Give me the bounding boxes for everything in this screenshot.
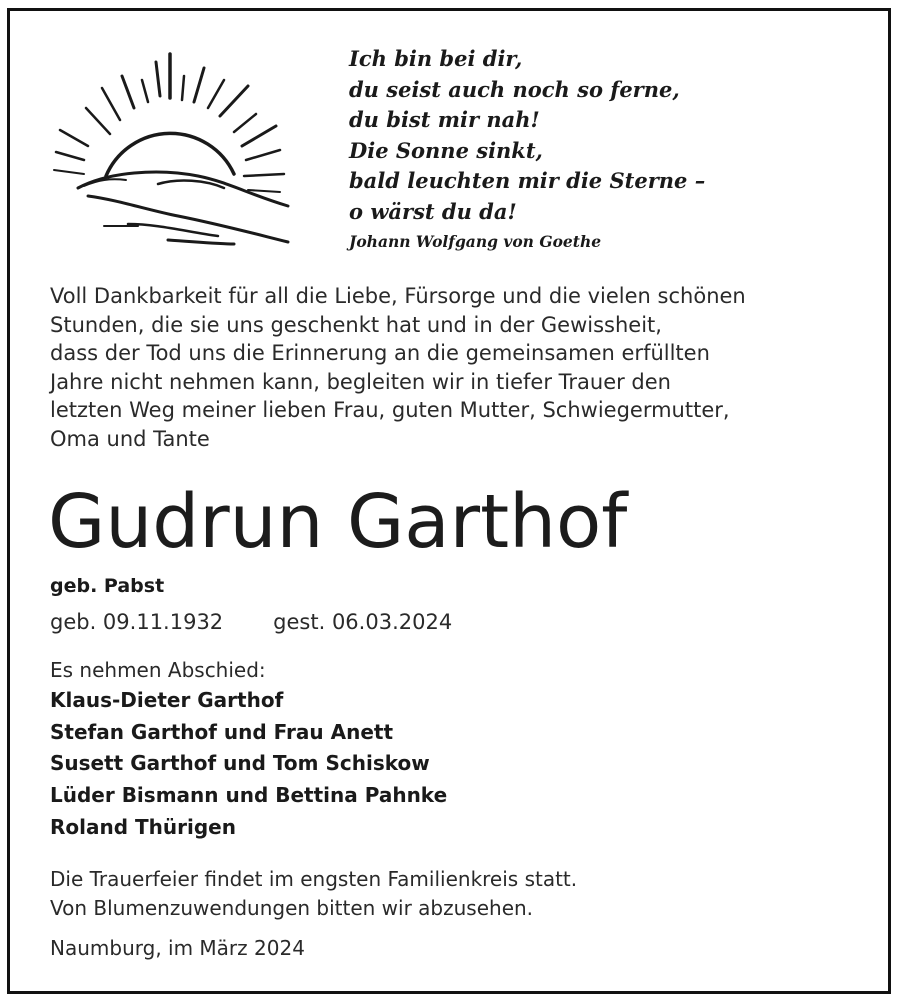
place-and-date: Naumburg, im März 2024	[50, 936, 305, 960]
poem-line: bald leuchten mir die Sterne –	[349, 168, 706, 193]
poem-author: Johann Wolfgang von Goethe	[349, 232, 602, 251]
closing-line: Von Blumenzuwendungen bitten wir abzusehen.	[50, 896, 534, 920]
mourners-heading: Es nehmen Abschied:	[50, 658, 266, 682]
poem	[349, 44, 705, 253]
mourner-name: Susett Garthof und Tom Schiskow	[50, 751, 430, 776]
mourners-list	[50, 656, 447, 844]
birth-date: geb. 09.11.1932	[50, 610, 224, 634]
poem-line: Die Sonne sinkt,	[349, 137, 543, 163]
mourner-name: Klaus-Dieter Garthof	[50, 688, 284, 712]
poem-line: du bist mir nah!	[349, 107, 540, 132]
sunset-over-hills-icon	[48, 46, 298, 251]
life-dates	[50, 608, 452, 636]
intro-line: dass der Tod uns die Erinnerung an die gemeinsamen erfüllten	[50, 341, 710, 366]
intro-line: Jahre nicht nehmen kann, begleiten wir in tiefer Trauer den	[50, 369, 671, 394]
intro-line: letzten Weg meiner lieben Frau, guten Mutter, Schwiegermutter,	[50, 398, 730, 423]
intro-line: Oma und Tante	[50, 426, 210, 451]
intro-text	[50, 282, 880, 454]
closing-text	[50, 865, 577, 923]
mourner-name: Lüder Bismann und Bettina Pahnke	[50, 783, 448, 808]
poem-line: o wärst du da!	[349, 198, 517, 224]
mourner-name: Stefan Garthof und Frau Anett	[50, 719, 394, 744]
death-date: gest. 06.03.2024	[273, 610, 453, 634]
intro-line: Stunden, die sie uns geschenkt hat und in der Gewissheit,	[50, 312, 662, 337]
poem-line: du seist auch noch so ferne,	[349, 76, 680, 102]
maiden-name: geb. Pabst	[50, 575, 165, 597]
deceased-name: Gudrun Garthof	[48, 479, 628, 565]
closing-line: Die Trauerfeier findet im engsten Familienkreis statt.	[50, 867, 578, 891]
poem-line: Ich bin bei dir,	[349, 46, 523, 71]
mourner-name: Roland Thürigen	[50, 814, 236, 839]
intro-line: Voll Dankbarkeit für all die Liebe, Fürsorge und die vielen schönen	[50, 284, 746, 308]
